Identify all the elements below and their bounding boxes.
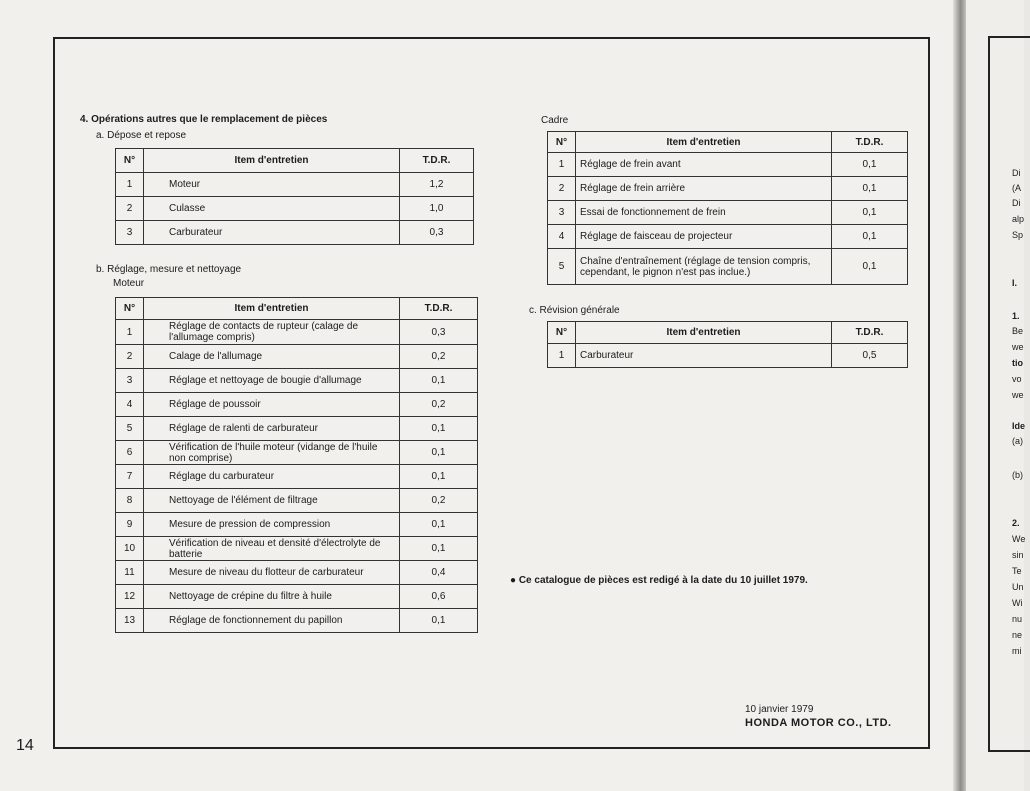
table-depose-repose [115,148,474,245]
table-row: 2 Culasse 1,0 [116,197,474,221]
right-fragment: 1. [1012,311,1020,321]
catalogue-date-note: ● Ce catalogue de pièces est redigé à la date du 10 juillet 1979. [510,575,808,586]
page-number: 14 [16,737,34,754]
col-header-tdr: T.D.R. [400,298,478,320]
table-row: 3 Réglage et nettoyage de bougie d'allumage 0,1 [116,369,478,393]
table-row: 11 Mesure de niveau du flotteur de carburateur 0,4 [116,561,478,585]
col-header-item: Item d'entretien [144,298,400,320]
issue-date: 10 janvier 1979 [745,704,814,715]
revision-title: c. Révision générale [529,305,620,316]
table-row: 6 Vérification de l'huile moteur (vidange de l'huile non comprise) 0,1 [116,441,478,465]
right-fragment: Wi [1012,598,1023,608]
right-fragment: Un [1012,582,1024,592]
table-row: 1 Réglage de frein avant 0,1 [548,153,908,177]
right-fragment: mi [1012,646,1022,656]
company-name: HONDA MOTOR CO., LTD. [745,717,892,729]
col-header-tdr: T.D.R. [832,132,908,153]
col-header-no: N° [548,132,576,153]
table-row: 2 Calage de l'allumage 0,2 [116,345,478,369]
right-fragment: Di [1012,168,1021,178]
right-fragment: Te [1012,566,1022,576]
table-row: 5 Chaîne d'entraînement (réglage de tension compris, cependant, le pignon n'est pas inclue.) 0,1 [548,249,908,285]
col-header-item: Item d'entretien [576,132,832,153]
right-fragment: ne [1012,630,1023,640]
right-fragment: vo [1012,374,1022,384]
table-row: 5 Réglage de ralenti de carburateur 0,1 [116,417,478,441]
table-revision [547,321,908,368]
col-header-item: Item d'entretien [576,322,832,344]
table-row: 3 Essai de fonctionnement de frein 0,1 [548,201,908,225]
right-fragment: nu [1012,614,1023,624]
col-header-no: N° [116,149,144,173]
cadre-title: Cadre [541,115,569,126]
table-row: 4 Réglage de faisceau de projecteur 0,1 [548,225,908,249]
table-row: 1 Réglage de contacts de rupteur (calage de l'allumage compris) 0,3 [116,320,478,345]
right-fragment: alp [1012,214,1025,224]
right-fragment: Ide [1012,421,1026,431]
table-row: 8 Nettoyage de l'élément de filtrage 0,2 [116,489,478,513]
col-header-tdr: T.D.R. [400,149,474,173]
right-fragment: Sp [1012,230,1024,240]
right-fragment: sin [1012,550,1024,560]
table-moteur [115,297,478,633]
col-header-tdr: T.D.R. [832,322,908,344]
right-fragment: 2. [1012,518,1020,528]
right-fragment: we [1012,342,1024,352]
right-fragment: Be [1012,326,1024,336]
table-row: 10 Vérification de niveau et densité d'électrolyte de batterie 0,1 [116,537,478,561]
table-cadre [547,131,908,285]
section-title: 4. Opérations autres que le remplacement de pièces [80,114,328,125]
table-row: 1 Carburateur 0,5 [548,344,908,368]
right-fragment: I. [1012,278,1018,288]
table-row: 13 Réglage de fonctionnement du papillon 0,1 [116,609,478,633]
table-row: 9 Mesure de pression de compression 0,1 [116,513,478,537]
right-fragment: tio [1012,358,1023,368]
subsection-b-title: b. Réglage, mesure et nettoyage [96,264,242,275]
right-fragment: (A [1012,183,1021,193]
col-header-item: Item d'entretien [144,149,400,173]
table-row: 2 Réglage de frein arrière 0,1 [548,177,908,201]
table-row: 1 Moteur 1,2 [116,173,474,197]
right-fragment: we [1012,390,1024,400]
right-fragment: We [1012,534,1026,544]
subsection-a-title: a. Dépose et repose [96,130,187,141]
table-row: 7 Réglage du carburateur 0,1 [116,465,478,489]
col-header-no: N° [548,322,576,344]
table-row: 12 Nettoyage de crépine du filtre à huile 0,6 [116,585,478,609]
right-fragment: (b) [1012,470,1023,480]
subsection-b-subtitle: Moteur [113,278,145,289]
table-row: 4 Réglage de poussoir 0,2 [116,393,478,417]
right-fragment: (a) [1012,436,1023,446]
table-row: 3 Carburateur 0,3 [116,221,474,245]
col-header-no: N° [116,298,144,320]
right-fragment: Di [1012,198,1021,208]
book-gutter [953,0,967,791]
